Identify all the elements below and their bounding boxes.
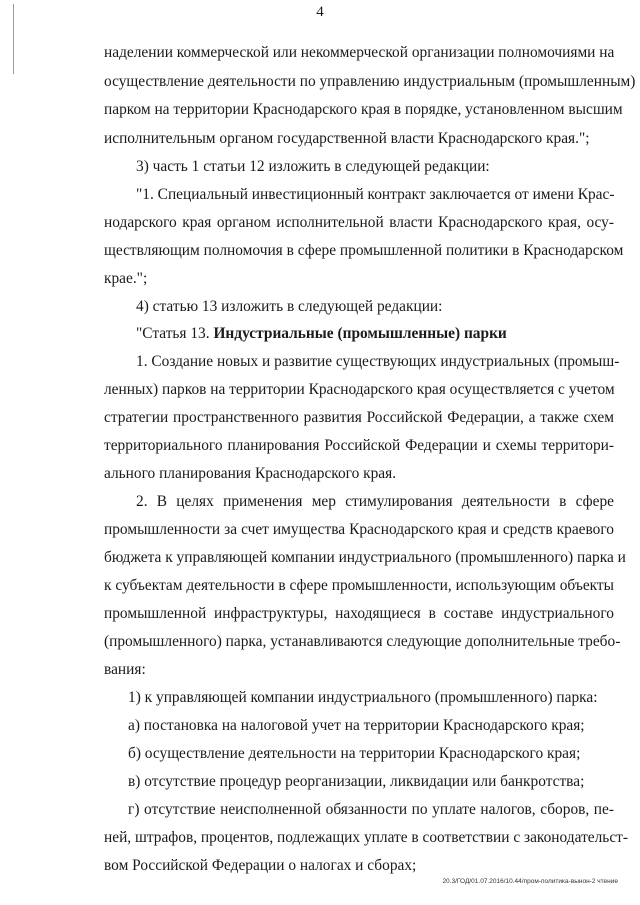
text-line: парком на территории Краснодарского края в порядке, установленном высшим xyxy=(104,101,623,118)
text-line: территориального планирования Российской Федерации и схемы территори- xyxy=(104,437,614,454)
text-line: б) осуществление деятельности на территории Краснодарского края; xyxy=(128,745,581,762)
text-line: промышленной инфраструктуры, находящиеся в составе индустриального xyxy=(104,605,614,622)
text-line: ального планирования Краснодарского края. xyxy=(104,465,397,482)
text-line: в) отсутствие процедур реорганизации, ликвидации или банкротства; xyxy=(128,773,585,790)
text-line: ней, штрафов, процентов, подлежащих уплате в соответствии с законодательст- xyxy=(104,829,629,846)
text-line: стратегии пространственного развития Российской Федерации, а также схем xyxy=(104,409,614,426)
text-line: 3) часть 1 статьи 12 изложить в следующей редакции: xyxy=(136,158,490,175)
text-line: крае."; xyxy=(104,270,148,287)
text-line: 1. Создание новых и развитие существующих индустриальных (промыш- xyxy=(136,353,620,370)
text-line: исполнительным органом государственной власти Краснодарского края."; xyxy=(104,130,590,147)
text-line: 2. В целях применения мер стимулирования деятельности в сфере xyxy=(136,493,614,510)
text-line: (промышленного) парка, устанавливаются следующие дополнительные требо- xyxy=(104,633,621,650)
text-line: вом Российской Федерации о налогах и сборах; xyxy=(104,857,417,874)
text-line: к субъектам деятельности в сфере промышленности, использующим объекты xyxy=(104,577,614,594)
text-line: бюджета к управляющей компании индустриального (промышленного) парка и xyxy=(104,549,626,566)
text-line: наделении коммерческой или некоммерческой организации полномочиями на xyxy=(104,44,615,61)
text-line: вания: xyxy=(104,661,146,678)
text-line: нодарского края органом исполнительной власти Краснодарского края, осу- xyxy=(104,214,614,231)
article-heading-title: Индустриальные (промышленные) парки xyxy=(213,325,507,342)
article-heading xyxy=(136,325,614,342)
document-footer-code: 20.3/ГОД/01.07.2016/10.44/пром-политика-вынон-2 чтение xyxy=(442,878,618,885)
text-line: промышленности за счет имущества Краснодарского края и средств краевого xyxy=(104,521,614,538)
text-line: ществляющим полномочия в сфере промышленной политики в Краснодарском xyxy=(104,242,624,259)
text-line: ленных) парков на территории Краснодарского края осуществляется с учетом xyxy=(104,381,615,398)
page-number: 4 xyxy=(316,4,324,20)
text-line: 1) к управляющей компании индустриального (промышленного) парка: xyxy=(128,689,598,706)
text-line: а) постановка на налоговой учет на территории Краснодарского края; xyxy=(128,717,585,734)
article-heading-prefix: "Статья 13. xyxy=(136,325,214,342)
text-line: осуществление деятельности по управлению индустриальным (промышленным) xyxy=(104,73,636,90)
text-line: 4) статью 13 изложить в следующей редакции: xyxy=(136,298,443,315)
text-line: "1. Специальный инвестиционный контракт заключается от имени Крас- xyxy=(136,186,615,203)
text-line: г) отсутствие неисполненной обязанности по уплате налогов, сборов, пе- xyxy=(128,801,614,818)
